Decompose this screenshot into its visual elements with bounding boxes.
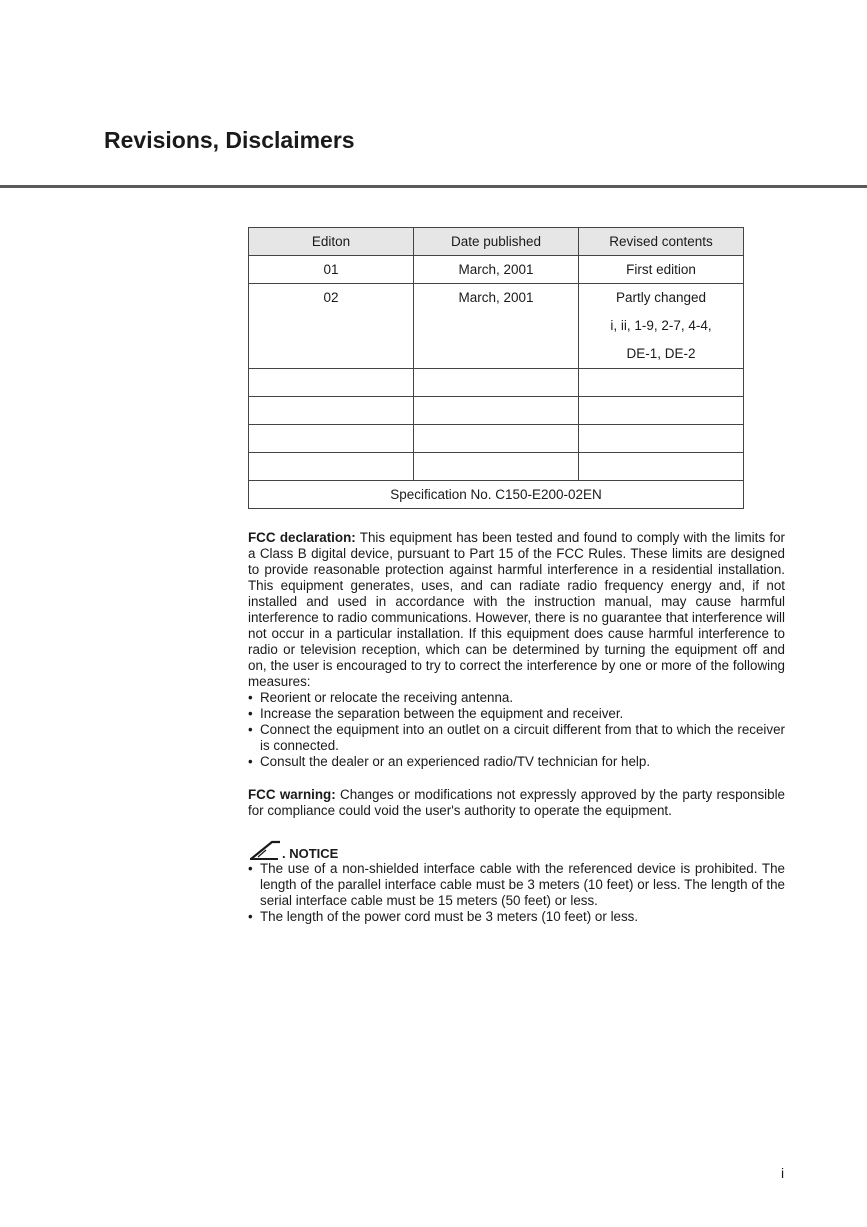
empty-cell bbox=[249, 453, 414, 481]
date-cell: March, 2001 bbox=[414, 256, 579, 284]
contents-line: DE-1, DE-2 bbox=[626, 346, 696, 361]
fcc-declaration-text: This equipment has been tested and found to comply with the limits for a Class B digital device, pursuant to Part 15 of the FCC Rules. These limits are designed to provide reasonable protection against harmful interference in a residential installation. This equipment generates, uses, and can radiate radio frequency energy and, if not installed and used in accordance with the instruction manual, may cause harmful interference to radio communications. However, there is no guarantee that interference will not occur in a particular installation. If this equipment does cause harmful interference to radio or television reception, which can be determined by turning the equipment off and on, the user is encouraged to try to correct the interference by one or more of the following measures: bbox=[248, 530, 785, 689]
notice-heading bbox=[248, 841, 785, 861]
empty-cell bbox=[249, 397, 414, 425]
fcc-declaration bbox=[248, 530, 785, 690]
page-number: i bbox=[781, 1165, 785, 1181]
list-item: • The use of a non-shielded interface cable with the referenced device is prohibited. The length of the parallel interface cable must be 3 meters (10 feet) or less. The length of the serial interface cable must be 15 meters (50 feet) or less. bbox=[248, 861, 785, 909]
contents-line: i, ii, 1-9, 2-7, 4-4, bbox=[610, 318, 712, 333]
notice-pen-icon bbox=[248, 839, 282, 861]
header-date-published: Date published bbox=[414, 228, 579, 256]
table-footer-row bbox=[249, 481, 744, 509]
list-item: • Increase the separation between the equipment and receiver. bbox=[248, 706, 785, 722]
empty-cell bbox=[414, 369, 579, 397]
empty-cell bbox=[414, 453, 579, 481]
spacer bbox=[248, 770, 785, 787]
empty-cell bbox=[414, 397, 579, 425]
list-item: • Connect the equipment into an outlet on a circuit different from that to which the receiver is connected. bbox=[248, 722, 785, 754]
fcc-measures-list bbox=[248, 690, 785, 770]
disclaimer-content bbox=[248, 530, 785, 925]
empty-table-row bbox=[249, 425, 744, 453]
empty-table-row bbox=[249, 369, 744, 397]
specification-number: Specification No. C150-E200-02EN bbox=[249, 481, 744, 509]
list-item: • The length of the power cord must be 3 meters (10 feet) or less. bbox=[248, 909, 785, 925]
revision-table bbox=[248, 227, 744, 509]
notice-list bbox=[248, 861, 785, 925]
empty-cell bbox=[579, 453, 744, 481]
empty-cell bbox=[579, 425, 744, 453]
date-cell: March, 2001 bbox=[414, 284, 579, 369]
contents-cell bbox=[579, 284, 744, 369]
table-row bbox=[249, 256, 744, 284]
page-title: Revisions, Disclaimers bbox=[104, 127, 355, 153]
empty-cell bbox=[414, 425, 579, 453]
contents-cell: First edition bbox=[579, 256, 744, 284]
fcc-warning-text: Changes or modifications not expressly approved by the party responsible for compliance could void the user's authority to operate the equipment. bbox=[248, 787, 785, 818]
empty-table-row bbox=[249, 397, 744, 425]
fcc-declaration-label: FCC declaration: bbox=[248, 530, 356, 545]
edition-cell: 01 bbox=[249, 256, 414, 284]
empty-table-row bbox=[249, 453, 744, 481]
empty-cell bbox=[579, 369, 744, 397]
table-row bbox=[249, 284, 744, 369]
list-item: • Reorient or relocate the receiving antenna. bbox=[248, 690, 785, 706]
title-divider bbox=[0, 185, 867, 188]
table-header-row bbox=[249, 228, 744, 256]
header-edition: Editon bbox=[249, 228, 414, 256]
empty-cell bbox=[249, 369, 414, 397]
header-revised-contents: Revised contents bbox=[579, 228, 744, 256]
fcc-warning-label: FCC warning: bbox=[248, 787, 336, 802]
empty-cell bbox=[579, 397, 744, 425]
fcc-warning bbox=[248, 787, 785, 819]
edition-cell: 02 bbox=[249, 284, 414, 369]
empty-cell bbox=[249, 425, 414, 453]
list-item: • Consult the dealer or an experienced radio/TV technician for help. bbox=[248, 754, 785, 770]
notice-label: . NOTICE bbox=[282, 846, 339, 861]
contents-line: Partly changed bbox=[615, 290, 707, 305]
